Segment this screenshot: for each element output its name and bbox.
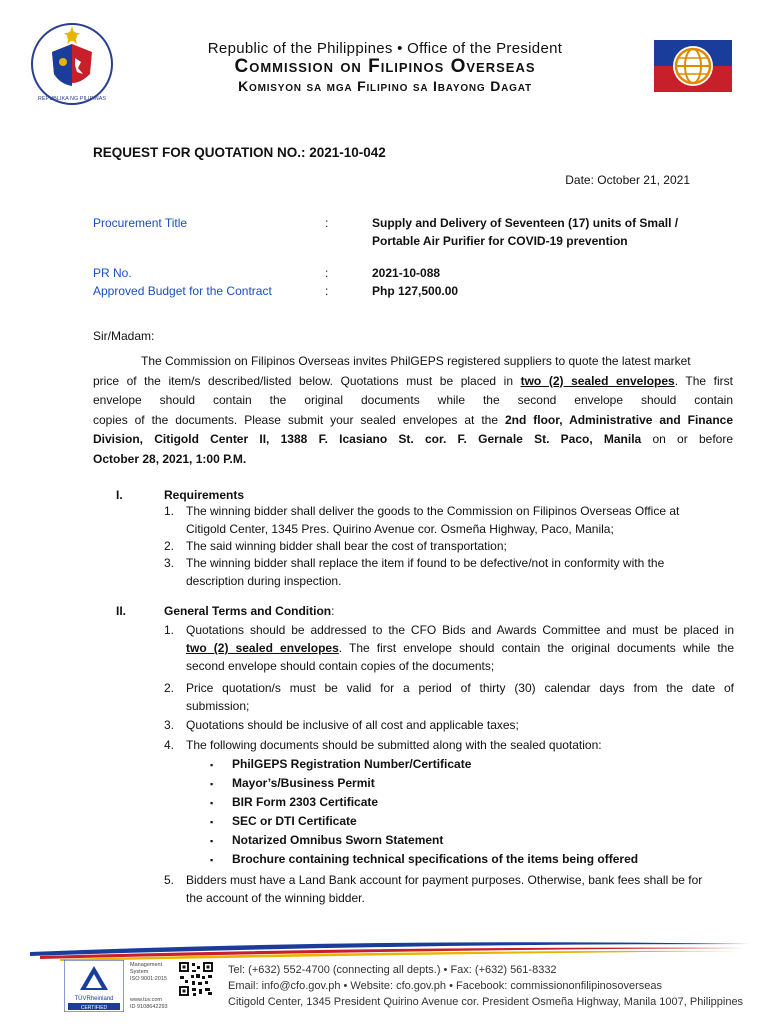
bullet-icon: ▪ [210, 817, 214, 827]
procurement-title-label: Procurement Title [93, 216, 188, 230]
pr-no-label: PR No. [93, 266, 132, 280]
footer-contact-phone: Tel: (+632) 552-4700 (connecting all depts.) • Fax: (+632) 561-8332 [228, 964, 557, 976]
required-document: Mayor’s/Business Permit [232, 776, 375, 790]
section-numeral: I. [116, 488, 123, 502]
abc-value: Php 127,500.00 [372, 284, 459, 298]
intro-paragraph: The Commission on Filipinos Overseas invites PhilGEPS registered suppliers to quote the latest market price of the item/s described/listed below. Quotations must be placed in two (2) sealed envelopes. The first envelope should contain the original documents while the second envelope should contain copies of the documents. Please submit your sealed envelopes at the 2nd floor, Administrative and Finance Division, Citigold Center II, 1388 F. Icasiano St. cor. F. Gernale St. Paco, Manila on or before October 28, 2021, 1:00 P.M. [93, 354, 733, 466]
list-number: 3. [164, 718, 175, 732]
qr-code-icon [178, 961, 214, 997]
list-number: 5. [164, 873, 175, 887]
list-number: 2. [164, 681, 175, 695]
svg-text:REPUBLIKA NG PILIPINAS: REPUBLIKA NG PILIPINAS [37, 96, 107, 102]
required-document: PhilGEPS Registration Number/Certificate [232, 757, 472, 771]
list-number: 3. [164, 556, 175, 570]
rfq-title: REQUEST FOR QUOTATION NO.: 2021-10-042 [93, 145, 386, 160]
required-document: Notarized Omnibus Sworn Statement [232, 833, 444, 847]
list-item: The winning bidder shall deliver the goods to the Commission on Filipinos Overseas Office at Citigold Center, 1345 Pres. Quirino Avenue cor. Osmeña Highway, Paco, Manila; [186, 504, 680, 536]
rfq-date: Date: October 21, 2021 [565, 173, 690, 187]
procurement-title-value: Supply and Delivery of Seventeen (17) units of Small / Portable Air Purifier for COVID-19 prevention [372, 216, 679, 248]
list-item: Price quotation/s must be valid for a period of thirty (30) calendar days from the date of submission; [186, 681, 734, 713]
required-document: BIR Form 2303 Certificate [232, 795, 379, 809]
pr-no-value: 2021-10-088 [372, 266, 441, 280]
certification-text: Management System ISO 9001:2015 www.tuv.com ID 9108642293 [130, 962, 168, 1010]
bullet-icon: ▪ [210, 779, 214, 789]
required-document: SEC or DTI Certificate [232, 814, 357, 828]
section-heading-terms: General Terms and Condition: [164, 604, 335, 618]
list-item: Quotations should be addressed to the CFO Bids and Awards Committee and must be placed in two (2) sealed envelopes. The first envelope should contain the original documents while the second envelope should contain copies of the documents; [186, 623, 735, 673]
list-item: The said winning bidder shall bear the cost of transportation; [186, 539, 507, 553]
list-number: 1. [164, 623, 175, 637]
svg-text:CERTIFIED: CERTIFIED [80, 1005, 108, 1011]
bullet-icon: ▪ [210, 760, 214, 770]
header-agency-name: Commission on Filipinos Overseas [234, 56, 536, 77]
field-colon: : [325, 216, 329, 230]
abc-label: Approved Budget for the Contract [93, 284, 272, 298]
section-heading-requirements: Requirements [164, 488, 245, 502]
bullet-icon: ▪ [210, 798, 214, 808]
svg-text:TÜVRheinland: TÜVRheinland [74, 996, 114, 1002]
list-item: Quotations should be inclusive of all cost and applicable taxes; [186, 718, 519, 732]
list-number: 4. [164, 738, 175, 752]
required-document: Brochure containing technical specifications of the items being offered [232, 852, 639, 866]
cfo-globe-logo [654, 40, 732, 92]
header-line-republic: Republic of the Philippines • Office of the President [207, 40, 563, 57]
salutation: Sir/Madam: [93, 329, 155, 343]
list-number: 2. [164, 539, 175, 553]
bullet-icon: ▪ [210, 855, 214, 865]
tuv-certification-icon [64, 960, 124, 1012]
list-item: The winning bidder shall replace the item if found to be defective/not in conformity with the description during inspection. [186, 556, 665, 588]
header-agency-tagalog: Komisyon sa mga Filipino sa Ibayong Dagat [238, 78, 532, 94]
list-item: Bidders must have a Land Bank account for payment purposes. Otherwise, bank fees shall be for the account of the winning bidder. [186, 873, 703, 905]
section-numeral: II. [116, 604, 127, 618]
list-number: 1. [164, 504, 175, 518]
footer-address: Citigold Center, 1345 President Quirino Avenue cor. President Osmeña Highway, Manila 1007, Philippines [228, 996, 744, 1008]
field-colon: : [325, 284, 329, 298]
bullet-icon: ▪ [210, 836, 214, 846]
footer-contact-email: Email: info@cfo.gov.ph • Website: cfo.gov.ph • Facebook: commissiononfilipinosoverseas [228, 980, 663, 992]
field-colon: : [325, 266, 329, 280]
list-item: The following documents should be submitted along with the sealed quotation: [186, 738, 602, 752]
